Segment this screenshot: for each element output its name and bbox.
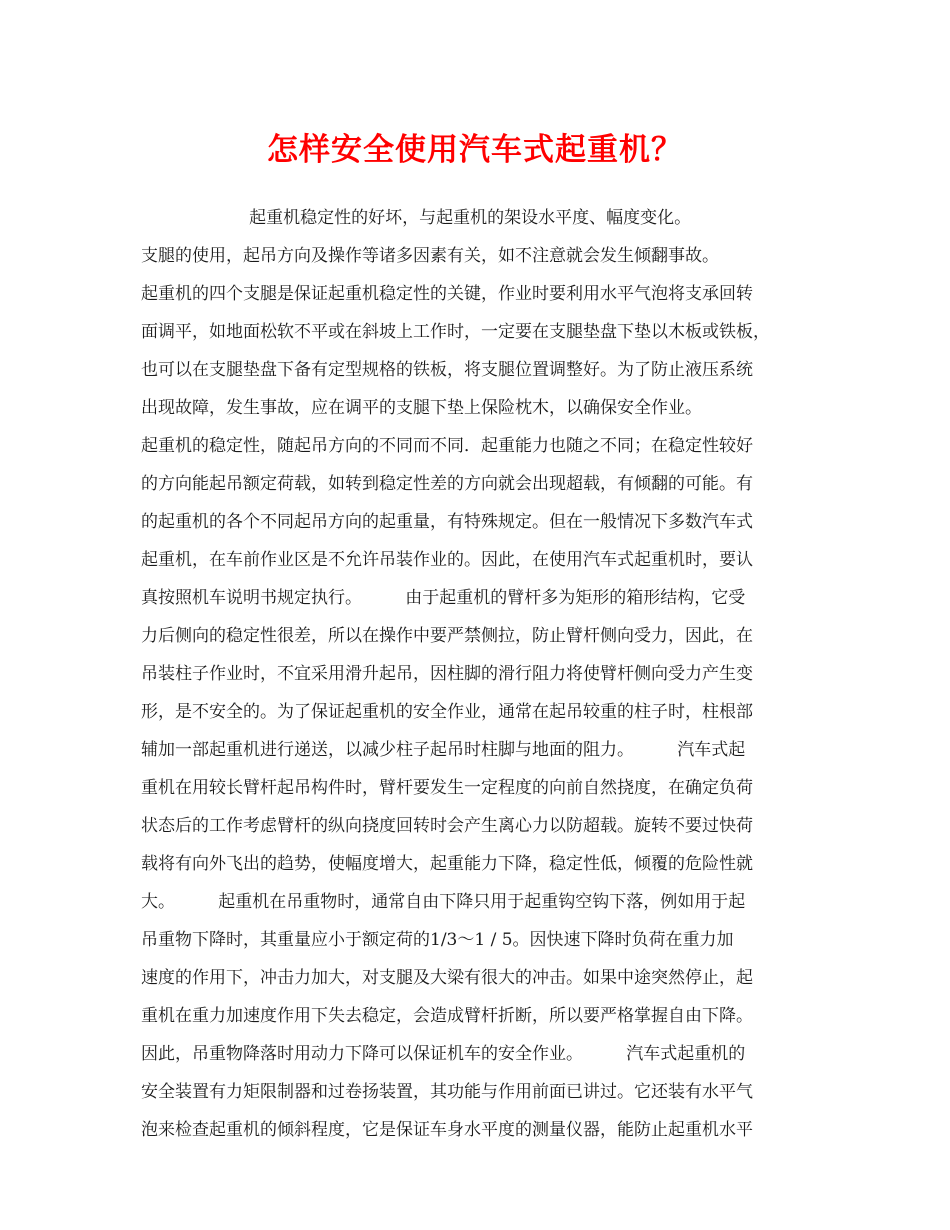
- text-line: 泡来检查起重机的倾斜程度，它是保证车身水平度的测量仪器，能防止起重机水平: [141, 1120, 753, 1140]
- text-line: 因此，吊重物降落时用动力下降可以保证机车的安全作业。 汽车式起重机的: [141, 1044, 746, 1064]
- text-line: 辅加一部起重机进行递送，以减少柱子起吊时柱脚与地面的阻力。 汽车式起: [141, 740, 746, 760]
- text-line: 力后侧向的稳定性很差，所以在操作中要严禁侧拉，防止臂杆侧向受力，因此，在: [141, 626, 753, 646]
- text-line: 安全装置有力矩限制器和过卷扬装置，其功能与作用前面已讲过。它还装有水平气: [141, 1082, 753, 1102]
- text-line: 起重机，在车前作业区是不允许吊装作业的。因此，在使用汽车式起重机时，要认: [141, 550, 753, 570]
- page-title: 怎样安全使用汽车式起重机？: [267, 132, 683, 168]
- text-line: 重机在用较长臂杆起吊构件时，臂杆要发生一定程度的向前自然挠度，在确定负荷: [141, 778, 753, 798]
- text-line: 面调平，如地面松软不平或在斜坡上工作时，一定要在支腿垫盘下垫以木板或铁板，: [141, 322, 770, 342]
- text-line: 载将有向外飞出的趋势，使幅度增大，起重能力下降，稳定性低，倾覆的危险性就: [141, 854, 753, 874]
- text-line: 支腿的使用，起吊方向及操作等诸多因素有关，如不注意就会发生倾翻事故。: [141, 246, 719, 266]
- text-line: 也可以在支腿垫盘下备有定型规格的铁板，将支腿位置调整好。为了防止液压系统: [141, 360, 753, 380]
- text-line: 重机在重力加速度作用下失去稳定，会造成臂杆折断，所以要严格掌握自由下降。: [141, 1006, 753, 1026]
- text-line: 的起重机的各个不同起吊方向的起重量，有特殊规定。但在一般情况下多数汽车式: [141, 512, 753, 532]
- text-line: 吊重物下降时，其重量应小于额定荷的1/3～1 / 5。因快速下降时负荷在重力加: [141, 930, 734, 950]
- text-line: 状态后的工作考虑臂杆的纵向挠度回转时会产生离心力以防超载。旋转不要过快荷: [141, 816, 753, 836]
- text-line: 起重机的四个支腿是保证起重机稳定性的关键，作业时要利用水平气泡将支承回转: [141, 284, 753, 304]
- text-line: 速度的作用下，冲击力加大，对支腿及大梁有很大的冲击。如果中途突然停止，起: [141, 968, 753, 988]
- text-line: 大。 起重机在吊重物时，通常自由下降只用于起重钩空钩下落，例如用于起: [141, 892, 746, 912]
- text-line: 吊装柱子作业时，不宜采用滑升起吊，因柱脚的滑行阻力将使臂杆侧向受力产生变: [141, 664, 753, 684]
- text-line: 真按照机车说明书规定执行。 由于起重机的臂杆多为矩形的箱形结构，它受: [141, 588, 746, 608]
- text-line: 出现故障，发生事故，应在调平的支腿下垫上保险枕木，以确保安全作业。: [141, 398, 702, 418]
- text-line: 的方向能起吊额定荷载，如转到稳定性差的方向就会出现超载，有倾翻的可能。有: [141, 474, 753, 494]
- text-line: 形，是不安全的。为了保证起重机的安全作业，通常在起吊较重的柱子时，柱根部: [141, 702, 753, 722]
- text-line: 起重机的稳定性，随起吊方向的不同而不同．起重能力也随之不同；在稳定性较好: [141, 436, 753, 456]
- text-line: 起重机稳定性的好坏，与起重机的架设水平度、幅度变化。: [141, 208, 692, 228]
